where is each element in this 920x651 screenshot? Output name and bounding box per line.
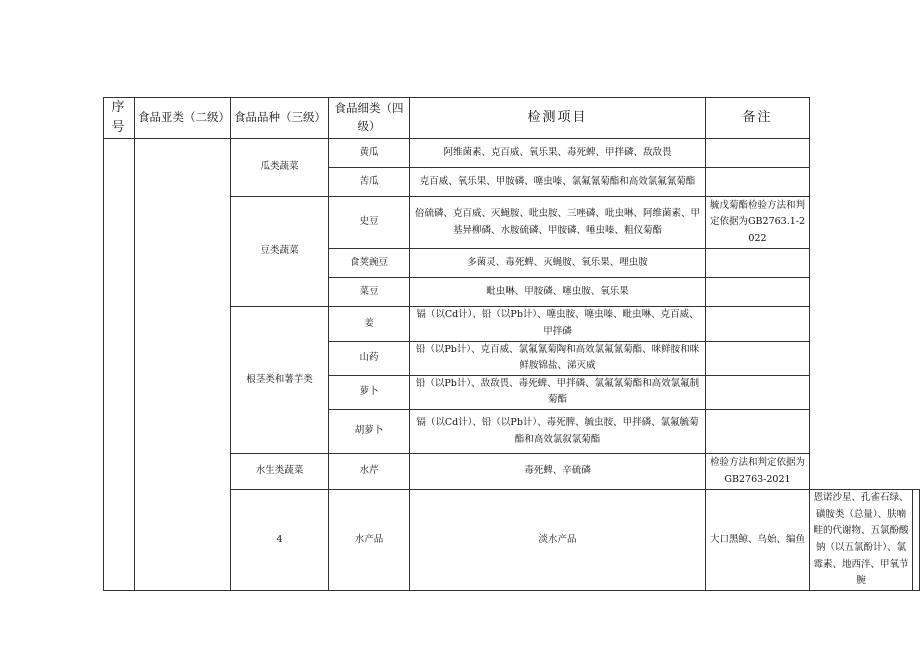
variety-cell: 淡水产品 [410,490,706,591]
items-cell: 铅（以Pb计）、克百威、氯氟氰菊陶和高效氯氟氰菊酯、咪鲜胺和咪鲜胺锦盐、涕灭威 [410,341,706,375]
fine-cell: 萝卜 [329,375,410,409]
note-cell [706,168,810,197]
items-cell: 恩诺沙星、孔雀石绿、磺胺类（总量）、肤喃畦的代谢物、五氯酚酸钠（以五氯酚计）、氯霉素、地西泮、甲氧节腕 [810,490,913,591]
items-cell: 克百威、氧乐果、甲胺磷、噻虫嗪、氯氟氰菊酯和高效氯氟氰菊酯 [410,168,706,197]
items-cell: 多菌灵、毒死蜱、灭蝇胺、氧乐果、哩虫胺 [410,249,706,278]
fine-cell: 胡萝卜 [329,410,410,454]
fine-cell: 食荚豌豆 [329,249,410,278]
fine-cell: 史豆 [329,197,410,249]
note-cell [706,410,810,454]
items-cell: 镉（以Cd计）、铅（以Pb计）、噻虫胺、噻虫嗪、毗虫啉、克百威、甲拌磷 [410,307,706,341]
note-cell [706,375,810,409]
header-seq: 序号 [104,98,135,139]
subcategory-cell: 水产品 [329,490,410,591]
fine-cell: 大口黑鲸、乌始、编鱼 [706,490,810,591]
header-items: 检测项目 [410,98,706,139]
food-testing-table [103,97,920,591]
seq-cell-blank [104,139,135,591]
fine-cell: 水芹 [329,454,410,490]
fine-cell: 菜豆 [329,278,410,307]
table-row [104,139,920,168]
header-row [104,98,920,139]
group-root: 根茎类和薯芋类 [231,307,329,454]
note-cell [706,139,810,168]
fine-cell: 黄瓜 [329,139,410,168]
header-variety: 食品品种（三级） [231,98,329,139]
items-cell: 铅（以Pb计）、敌敌畏、毒死蜱、甲拌磷、氯氟氰菊酯和高效氯氟制菊酯 [410,375,706,409]
header-fine: 食品细类（四级） [329,98,410,139]
group-aquatic: 水生类蔬菜 [231,454,329,490]
note-cell [706,307,810,341]
items-cell: 倍硫磷、克百威、灭蝇胺、吡虫胺、三唑磷、吡虫啉、阿维菌素、甲基异柳磷、水胺硫磷、甲胺磷、唾虫嗪、粗仪菊酯 [410,197,706,249]
header-subcategory: 食品亚类（二级） [135,98,231,139]
note-cell: 检验方法和判定依据为GB2763-2021 [706,454,810,490]
note-cell [706,278,810,307]
group-gourd: 瓜类蔬菜 [231,139,329,197]
items-cell: 镉（以Cd计）、铅（以Pb计）、毒死脾、毓虫胺、甲拌磷、氯氟毓菊酯和高效氯叙氯菊酯 [410,410,706,454]
subcategory-cell-blank [135,139,231,591]
note-cell: 毓戊菊酯检验方法和判定依据为GB2763.1-2022 [706,197,810,249]
fine-cell: 苦瓜 [329,168,410,197]
items-cell: 毗虫啉、甲胺磷、噻虫胺、氧乐果 [410,278,706,307]
note-cell [706,341,810,375]
header-notes: 备注 [706,98,810,139]
items-cell: 毒死蜱、辛硫磷 [410,454,706,490]
note-cell [913,490,920,591]
note-cell [706,249,810,278]
fine-cell: 姜 [329,307,410,341]
fine-cell: 山药 [329,341,410,375]
items-cell: 阿维菌素、克百威、氧乐果、毒死蜱、甲拌磷、敌敌畏 [410,139,706,168]
seq-cell: 4 [231,490,329,591]
group-legume: 豆类蔬菜 [231,197,329,307]
